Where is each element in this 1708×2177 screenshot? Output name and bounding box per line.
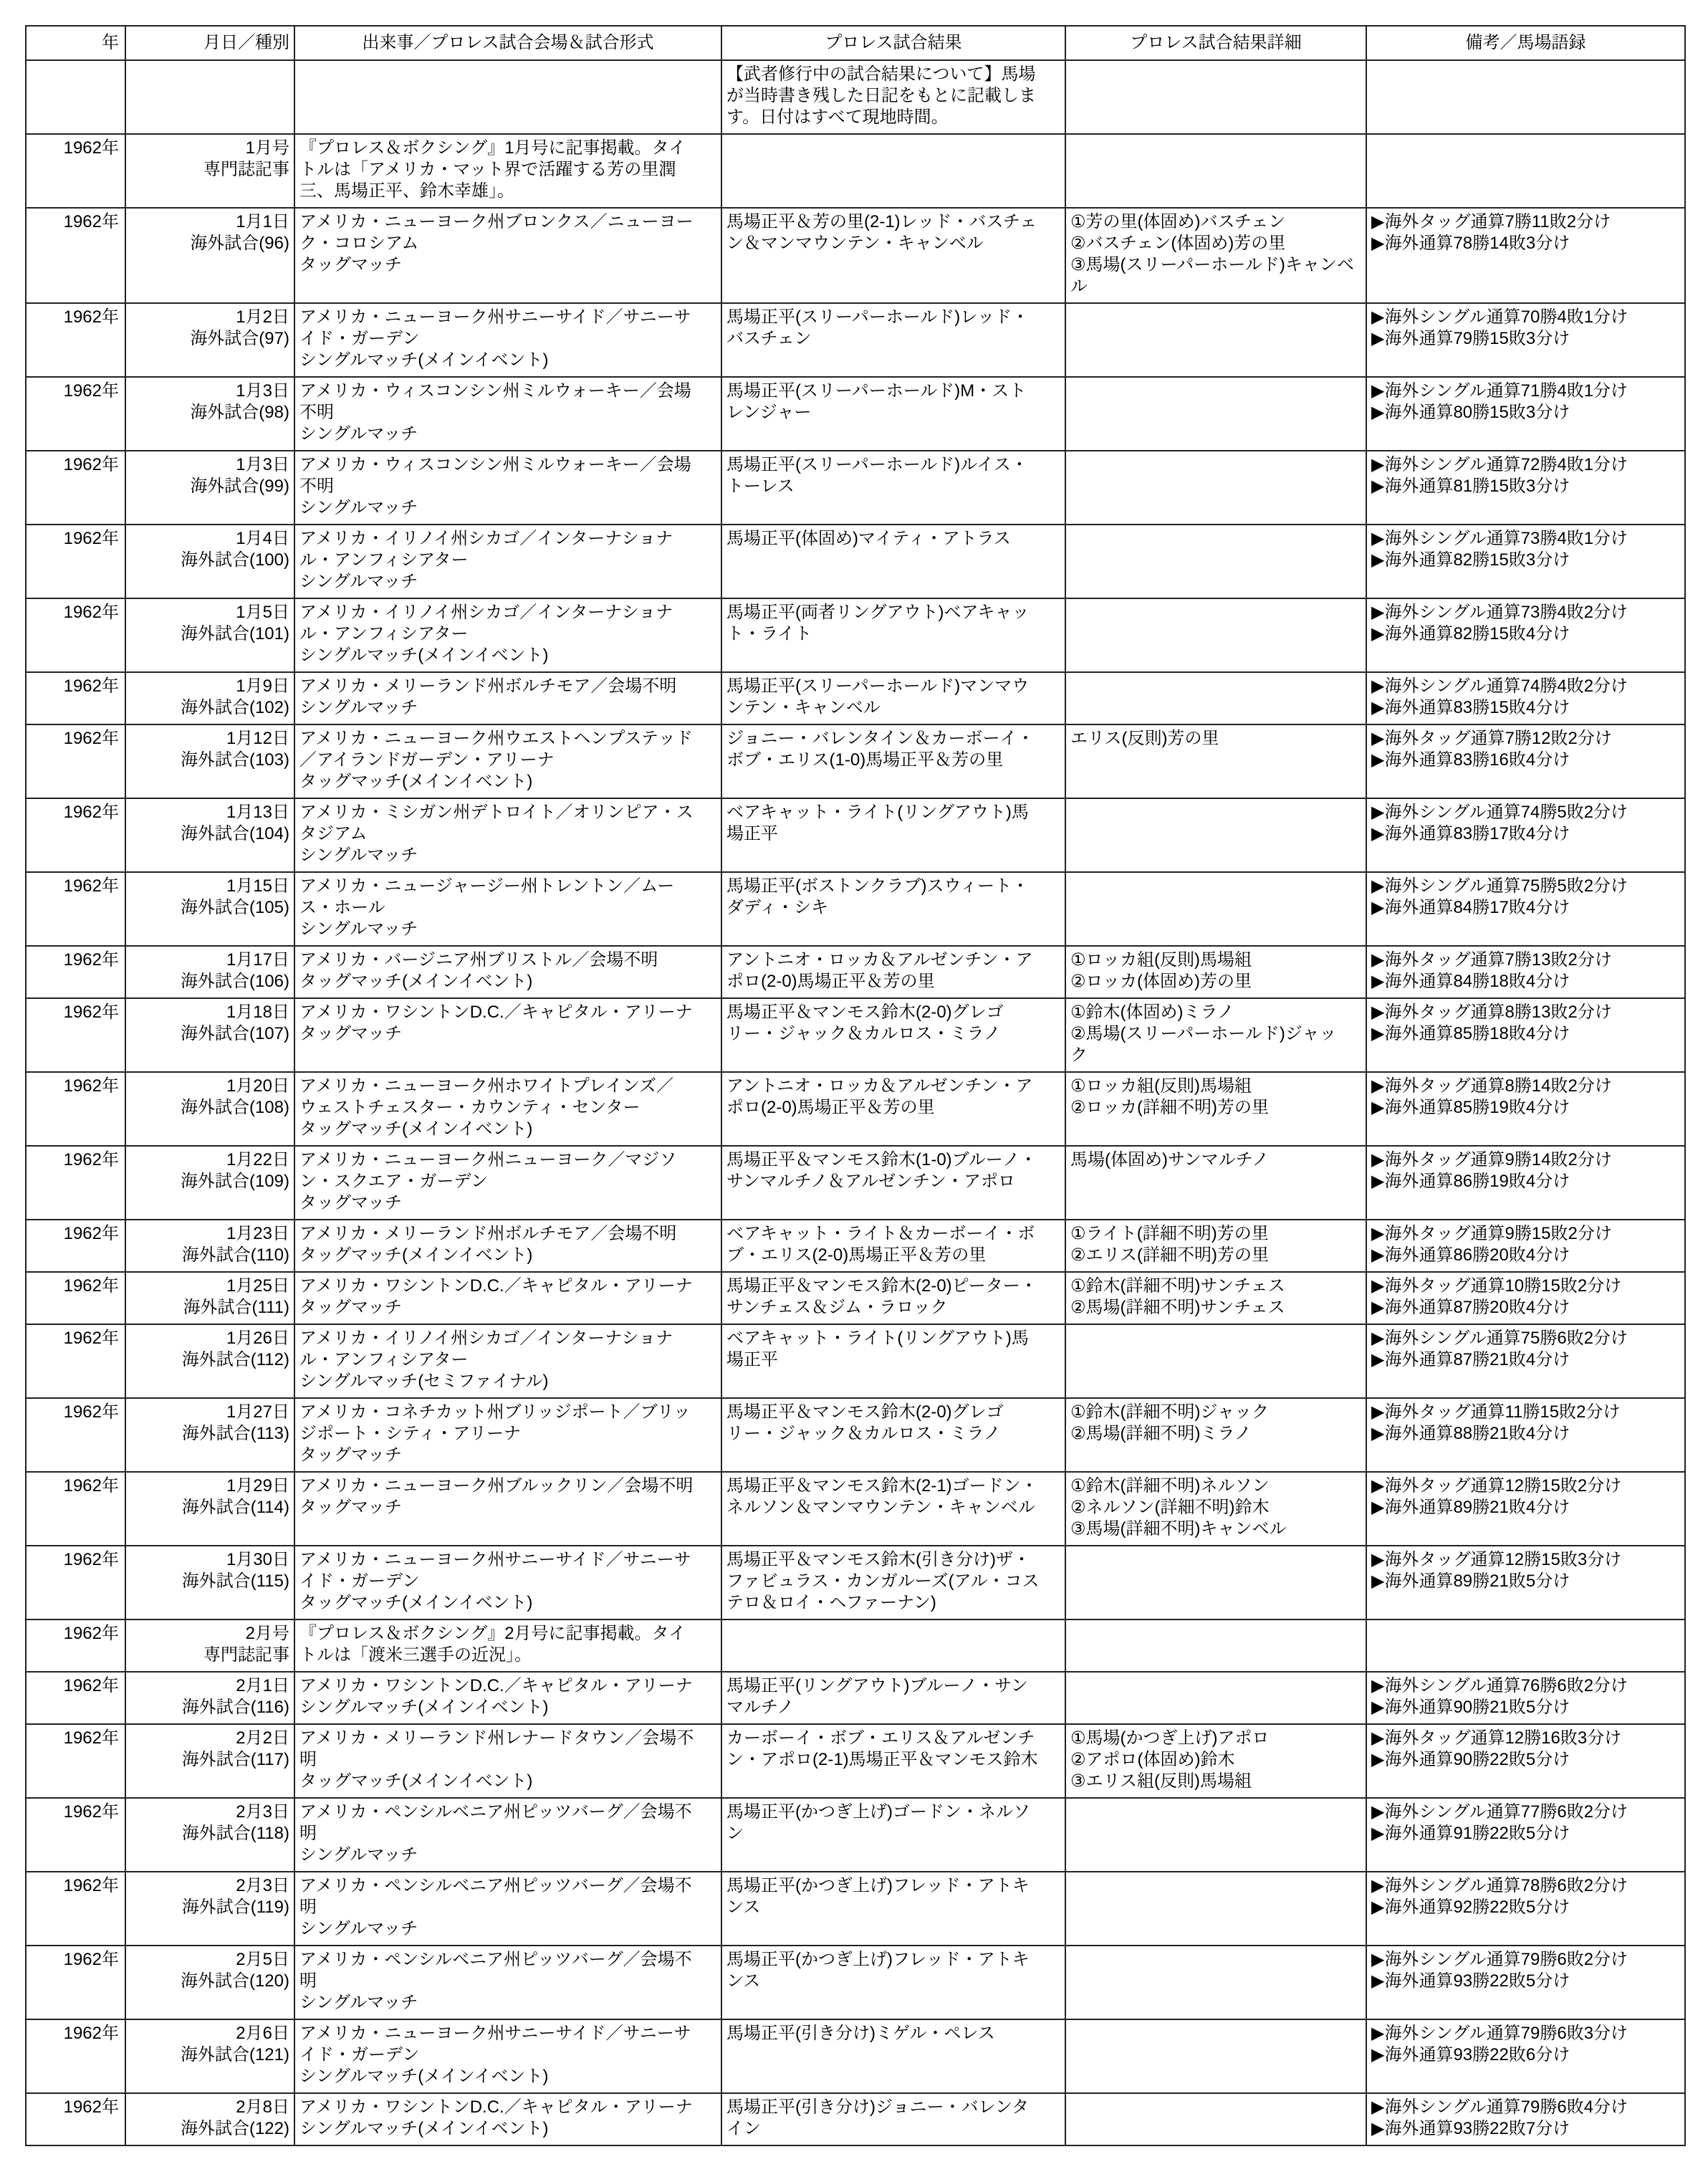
type-label: 海外試合(117)	[181, 1750, 289, 1769]
table-row	[26, 1619, 1685, 1672]
type-label: 海外試合(111)	[183, 1298, 289, 1317]
event-cell: アメリカ・ペンシルベニア州ピッツバーグ／会場不 明 シングルマッチ	[294, 1872, 721, 1946]
notes-cell: ▶海外シングル通算74勝4敗2分け ▶海外通算83勝15敗4分け	[1366, 672, 1685, 724]
year-cell: 1962年	[26, 1872, 125, 1946]
event-cell: アメリカ・バージニア州ブリストル／会場不明 タッグマッチ(メインイベント)	[294, 946, 721, 998]
result-cell: 馬場正平＆マンモス鈴木(2-1)ゴードン・ ネルソン＆マンマウンテン・キャンベル	[721, 1472, 1065, 1546]
event-cell: アメリカ・ニュージャージー州トレントン／ムー ス・ホール シングルマッチ	[294, 872, 721, 946]
table-row	[26, 1072, 1685, 1146]
event-cell: アメリカ・ニューヨーク州サニーサイド／サニーサ イド・ガーデン シングルマッチ(メインイベント)	[294, 303, 721, 377]
type-label: 海外試合(104)	[180, 824, 289, 843]
year-cell: 1962年	[26, 672, 125, 724]
result-detail-cell: ①鈴木(詳細不明)ジャック ②馬場(詳細不明)ミラノ	[1065, 1398, 1366, 1472]
event-cell: アメリカ・コネチカット州ブリッジポート／ブリッ ジポート・シティ・アリーナ タッグマッチ	[294, 1398, 721, 1472]
type-label: 海外試合(96)	[190, 234, 289, 253]
result-detail-cell	[1065, 451, 1366, 525]
date-label: 1月27日	[226, 1402, 289, 1422]
type-label: 専門誌記事	[203, 160, 289, 179]
date-label: 1月号	[245, 138, 289, 158]
date-type-cell	[125, 1220, 294, 1272]
result-detail-cell	[1065, 2093, 1366, 2145]
date-type-cell	[125, 1798, 294, 1872]
notes-cell: ▶海外タッグ通算7勝12敗2分け ▶海外通算83勝16敗4分け	[1366, 724, 1685, 798]
date-type-cell	[125, 60, 294, 134]
result-cell: 馬場正平(かつぎ上げ)フレッド・アトキ ンス	[721, 1946, 1065, 2019]
table-row	[26, 1146, 1685, 1220]
result-cell: 【武者修行中の試合結果について】馬場 が当時書き残した日記をもとに記載しま す。日付はすべて現地時間。	[721, 60, 1065, 134]
notes-cell: ▶海外シングル通算73勝4敗2分け ▶海外通算82勝15敗4分け	[1366, 598, 1685, 672]
result-cell: 馬場正平＆マンモス鈴木(2-0)ピーター・ サンチェス＆ジム・ラロック	[721, 1272, 1065, 1324]
date-label: 1月25日	[226, 1276, 289, 1296]
event-cell: アメリカ・イリノイ州シカゴ／インターナショナ ル・アンフィシアター シングルマッチ	[294, 525, 721, 598]
date-type-cell	[125, 303, 294, 377]
result-detail-cell	[1065, 377, 1366, 451]
date-type-cell	[125, 2019, 294, 2093]
notes-cell: ▶海外シングル通算73勝4敗1分け ▶海外通算82勝15敗3分け	[1366, 525, 1685, 598]
type-label: 海外試合(116)	[181, 1698, 289, 1717]
type-label: 海外試合(112)	[181, 1350, 289, 1369]
date-type-cell	[125, 798, 294, 872]
date-type-cell	[125, 1324, 294, 1398]
year-cell: 1962年	[26, 1398, 125, 1472]
result-detail-cell	[1065, 1672, 1366, 1724]
year-cell: 1962年	[26, 998, 125, 1072]
event-cell: 『プロレス＆ボクシング』1月号に記事掲載。タイ トルは「アメリカ・マット界で活躍する芳の里潤 三、馬場正平、鈴木幸雄」。	[294, 134, 721, 208]
type-label: 海外試合(102)	[180, 698, 289, 717]
event-cell: アメリカ・ウィスコンシン州ミルウォーキー／会場 不明 シングルマッチ	[294, 377, 721, 451]
result-detail-cell: ①鈴木(詳細不明)サンチェス ②馬場(詳細不明)サンチェス	[1065, 1272, 1366, 1324]
notes-cell: ▶海外シングル通算74勝5敗2分け ▶海外通算83勝17敗4分け	[1366, 798, 1685, 872]
year-cell: 1962年	[26, 1672, 125, 1724]
type-label: 海外試合(121)	[180, 2045, 289, 2064]
records-table	[25, 25, 1686, 2146]
date-type-cell	[125, 1472, 294, 1546]
header-event: 出来事／プロレス試合会場＆試合形式	[294, 26, 721, 60]
notes-cell: ▶海外タッグ通算10勝15敗2分け ▶海外通算87勝20敗4分け	[1366, 1272, 1685, 1324]
result-cell: 馬場正平＆マンモス鈴木(1-0)ブルーノ・ サンマルチノ＆アルゼンチン・アポロ	[721, 1146, 1065, 1220]
result-cell: 馬場正平(体固め)マイティ・アトラス	[721, 525, 1065, 598]
type-label: 専門誌記事	[203, 1645, 289, 1665]
date-type-cell	[125, 525, 294, 598]
header-row	[26, 26, 1685, 60]
date-type-cell	[125, 134, 294, 208]
event-cell: 『プロレス＆ボクシング』2月号に記事掲載。タイ トルは「渡米三選手の近況」。	[294, 1619, 721, 1672]
date-label: 2月5日	[236, 1950, 289, 1969]
table-row	[26, 724, 1685, 798]
date-label: 1月12日	[226, 729, 289, 748]
date-label: 1月13日	[226, 803, 289, 822]
result-detail-cell: ①ロッカ組(反則)馬場組 ②ロッカ(詳細不明)芳の里	[1065, 1072, 1366, 1146]
type-label: 海外試合(114)	[181, 1498, 289, 1517]
table-row	[26, 60, 1685, 134]
type-label: 海外試合(108)	[180, 1098, 289, 1117]
table-row	[26, 598, 1685, 672]
result-cell: アントニオ・ロッカ＆アルゼンチン・ア ポロ(2-0)馬場正平＆芳の里	[721, 946, 1065, 998]
type-label: 海外試合(107)	[180, 1024, 289, 1043]
header-date-type: 月日／種別	[125, 26, 294, 60]
table-row	[26, 1946, 1685, 2019]
date-label: 1月2日	[236, 307, 289, 327]
type-label: 海外試合(106)	[180, 972, 289, 991]
header-result-detail: プロレス試合結果詳細	[1065, 26, 1366, 60]
event-cell: アメリカ・ニューヨーク州ブロンクス／ニューヨー ク・コロシアム タッグマッチ	[294, 208, 721, 303]
notes-cell: ▶海外タッグ通算12勝15敗2分け ▶海外通算89勝21敗4分け	[1366, 1472, 1685, 1546]
type-label: 海外試合(103)	[180, 750, 289, 770]
result-detail-cell	[1065, 872, 1366, 946]
date-label: 2月3日	[236, 1802, 289, 1822]
date-label: 1月29日	[226, 1476, 289, 1496]
year-cell: 1962年	[26, 303, 125, 377]
date-label: 1月3日	[236, 455, 289, 474]
date-type-cell	[125, 1946, 294, 2019]
result-cell: ジョニー・バレンタイン＆カーボーイ・ ボブ・エリス(1-0)馬場正平＆芳の里	[721, 724, 1065, 798]
type-label: 海外試合(105)	[180, 898, 289, 917]
type-label: 海外試合(98)	[190, 403, 289, 422]
event-cell: アメリカ・ニューヨーク州ホワイトプレインズ／ ウェストチェスター・カウンティ・センター タッグマッチ(メインイベント)	[294, 1072, 721, 1146]
result-detail-cell	[1065, 2019, 1366, 2093]
notes-cell: ▶海外シングル通算75勝5敗2分け ▶海外通算84勝17敗4分け	[1366, 872, 1685, 946]
type-label: 海外試合(101)	[180, 624, 289, 643]
year-cell: 1962年	[26, 1946, 125, 2019]
year-cell: 1962年	[26, 1072, 125, 1146]
table-body	[26, 60, 1685, 2145]
notes-cell: ▶海外タッグ通算7勝11敗2分け ▶海外通算78勝14敗3分け	[1366, 208, 1685, 303]
result-detail-cell: ①芳の里(体固め)バスチェン ②バスチェン(体固め)芳の里 ③馬場(スリーパーホールド)キャンベ ル	[1065, 208, 1366, 303]
notes-cell: ▶海外シングル通算72勝4敗1分け ▶海外通算81勝15敗3分け	[1366, 451, 1685, 525]
result-detail-cell	[1065, 1946, 1366, 2019]
event-cell: アメリカ・メリーランド州ボルチモア／会場不明 シングルマッチ	[294, 672, 721, 724]
date-label: 2月1日	[236, 1676, 289, 1695]
year-cell: 1962年	[26, 598, 125, 672]
notes-cell: ▶海外タッグ通算12勝16敗3分け ▶海外通算90勝22敗5分け	[1366, 1724, 1685, 1798]
date-type-cell	[125, 1619, 294, 1672]
table-row	[26, 451, 1685, 525]
year-cell: 1962年	[26, 451, 125, 525]
date-type-cell	[125, 1072, 294, 1146]
year-cell: 1962年	[26, 724, 125, 798]
event-cell: アメリカ・ニューヨーク州ニューヨーク／マジソ ン・スクエア・ガーデン タッグマッチ	[294, 1146, 721, 1220]
table-row	[26, 1672, 1685, 1724]
result-detail-cell	[1065, 798, 1366, 872]
header-year: 年	[26, 26, 125, 60]
result-cell: 馬場正平(スリーパーホールド)レッド・ バスチェン	[721, 303, 1065, 377]
date-label: 1月1日	[236, 212, 289, 231]
date-label: 2月6日	[236, 2024, 289, 2043]
date-type-cell	[125, 1672, 294, 1724]
type-label: 海外試合(100)	[180, 550, 289, 570]
result-cell: 馬場正平(スリーパーホールド)ルイス・ トーレス	[721, 451, 1065, 525]
table-row	[26, 798, 1685, 872]
notes-cell: ▶海外シングル通算79勝6敗4分け ▶海外通算93勝22敗7分け	[1366, 2093, 1685, 2145]
date-type-cell	[125, 1272, 294, 1324]
table-row	[26, 1872, 1685, 1946]
date-type-cell	[125, 377, 294, 451]
notes-cell: ▶海外タッグ通算11勝15敗2分け ▶海外通算88勝21敗4分け	[1366, 1398, 1685, 1472]
type-label: 海外試合(110)	[181, 1245, 289, 1265]
event-cell: アメリカ・メリーランド州レナードタウン／会場不 明 タッグマッチ(メインイベント)	[294, 1724, 721, 1798]
year-cell: 1962年	[26, 1724, 125, 1798]
year-cell: 1962年	[26, 1272, 125, 1324]
result-cell: 馬場正平(引き分け)ジョニー・バレンタ イン	[721, 2093, 1065, 2145]
result-detail-cell	[1065, 1798, 1366, 1872]
date-label: 1月18日	[226, 1003, 289, 1022]
date-type-cell	[125, 872, 294, 946]
type-label: 海外試合(99)	[190, 477, 289, 496]
notes-cell: ▶海外シングル通算77勝6敗2分け ▶海外通算91勝22敗5分け	[1366, 1798, 1685, 1872]
notes-cell	[1366, 134, 1685, 208]
event-cell: アメリカ・イリノイ州シカゴ／インターナショナ ル・アンフィシアター シングルマッチ(セミファイナル)	[294, 1324, 721, 1398]
table-row	[26, 1324, 1685, 1398]
notes-cell: ▶海外タッグ通算12勝15敗3分け ▶海外通算89勝21敗5分け	[1366, 1546, 1685, 1619]
notes-cell: ▶海外シングル通算78勝6敗2分け ▶海外通算92勝22敗5分け	[1366, 1872, 1685, 1946]
date-label: 1月17日	[226, 950, 289, 970]
result-detail-cell	[1065, 303, 1366, 377]
year-cell: 1962年	[26, 1619, 125, 1672]
date-type-cell	[125, 1872, 294, 1946]
result-cell: カーボーイ・ボブ・エリス＆アルゼンチ ン・アポロ(2-1)馬場正平＆マンモス鈴木	[721, 1724, 1065, 1798]
type-label: 海外試合(115)	[181, 1571, 289, 1591]
table-header	[26, 26, 1685, 60]
date-label: 1月26日	[226, 1329, 289, 1348]
result-cell	[721, 134, 1065, 208]
type-label: 海外試合(113)	[181, 1424, 289, 1443]
result-cell: 馬場正平＆マンモス鈴木(引き分け)ザ・ ファビュラス・カンガルーズ(アル・コス テロ＆ロイ・ヘファーナン)	[721, 1546, 1065, 1619]
year-cell: 1962年	[26, 1546, 125, 1619]
event-cell: アメリカ・ニューヨーク州ブルックリン／会場不明 タッグマッチ	[294, 1472, 721, 1546]
event-cell: アメリカ・ニューヨーク州ウエストヘンプステッド ／アイランドガーデン・アリーナ タッグマッチ(メインイベント)	[294, 724, 721, 798]
event-cell: アメリカ・ペンシルベニア州ピッツバーグ／会場不 明 シングルマッチ	[294, 1946, 721, 2019]
result-cell: 馬場正平＆マンモス鈴木(2-0)グレゴ リー・ジャック＆カルロス・ミラノ	[721, 998, 1065, 1072]
date-type-cell	[125, 208, 294, 303]
year-cell: 1962年	[26, 2093, 125, 2145]
table-row	[26, 1472, 1685, 1546]
date-label: 1月22日	[226, 1150, 289, 1169]
result-cell: 馬場正平(引き分け)ミゲル・ペレス	[721, 2019, 1065, 2093]
result-cell	[721, 1619, 1065, 1672]
result-cell: 馬場正平(リングアウト)ブルーノ・サン マルチノ	[721, 1672, 1065, 1724]
type-label: 海外試合(120)	[180, 1971, 289, 1991]
notes-cell: ▶海外タッグ通算9勝14敗2分け ▶海外通算86勝19敗4分け	[1366, 1146, 1685, 1220]
date-label: 2月3日	[236, 1876, 289, 1895]
table-row	[26, 672, 1685, 724]
date-type-cell	[125, 946, 294, 998]
result-detail-cell: ①鈴木(体固め)ミラノ ②馬場(スリーパーホールド)ジャッ ク	[1065, 998, 1366, 1072]
result-cell: 馬場正平(ボストンクラブ)スウィート・ ダディ・シキ	[721, 872, 1065, 946]
notes-cell: ▶海外タッグ通算9勝15敗2分け ▶海外通算86勝20敗4分け	[1366, 1220, 1685, 1272]
table-row	[26, 208, 1685, 303]
table-row	[26, 2019, 1685, 2093]
result-detail-cell	[1065, 525, 1366, 598]
result-detail-cell: ①ロッカ組(反則)馬場組 ②ロッカ(体固め)芳の里	[1065, 946, 1366, 998]
year-cell: 1962年	[26, 1146, 125, 1220]
date-type-cell	[125, 672, 294, 724]
result-detail-cell	[1065, 1619, 1366, 1672]
result-detail-cell: ①鈴木(詳細不明)ネルソン ②ネルソン(詳細不明)鈴木 ③馬場(詳細不明)キャンベル	[1065, 1472, 1366, 1546]
year-cell: 1962年	[26, 1324, 125, 1398]
result-detail-cell	[1065, 672, 1366, 724]
header-notes: 備考／馬場語録	[1366, 26, 1685, 60]
date-type-cell	[125, 724, 294, 798]
year-cell: 1962年	[26, 208, 125, 303]
table-row	[26, 1798, 1685, 1872]
result-cell: ベアキャット・ライト(リングアウト)馬 場正平	[721, 798, 1065, 872]
table-row	[26, 1546, 1685, 1619]
year-cell: 1962年	[26, 1220, 125, 1272]
result-detail-cell	[1065, 134, 1366, 208]
event-cell: アメリカ・メリーランド州ボルチモア／会場不明 タッグマッチ(メインイベント)	[294, 1220, 721, 1272]
notes-cell: ▶海外タッグ通算7勝13敗2分け ▶海外通算84勝18敗4分け	[1366, 946, 1685, 998]
result-detail-cell	[1065, 598, 1366, 672]
date-type-cell	[125, 2093, 294, 2145]
result-cell: 馬場正平(かつぎ上げ)フレッド・アトキ ンス	[721, 1872, 1065, 1946]
date-label: 2月号	[245, 1624, 289, 1643]
result-cell: ベアキャット・ライト(リングアウト)馬 場正平	[721, 1324, 1065, 1398]
year-cell: 1962年	[26, 134, 125, 208]
year-cell: 1962年	[26, 872, 125, 946]
type-label: 海外試合(118)	[181, 1824, 289, 1843]
table-row	[26, 1272, 1685, 1324]
date-label: 2月8日	[236, 2097, 289, 2117]
notes-cell: ▶海外シングル通算71勝4敗1分け ▶海外通算80勝15敗3分け	[1366, 377, 1685, 451]
event-cell: アメリカ・ワシントンD.C.／キャピタル・アリーナ タッグマッチ	[294, 1272, 721, 1324]
event-cell: アメリカ・ワシントンD.C.／キャピタル・アリーナ タッグマッチ	[294, 998, 721, 1072]
result-cell: 馬場正平(かつぎ上げ)ゴードン・ネルソ ン	[721, 1798, 1065, 1872]
table-row	[26, 1724, 1685, 1798]
type-label: 海外試合(97)	[190, 329, 289, 348]
event-cell: アメリカ・ニューヨーク州サニーサイド／サニーサ イド・ガーデン タッグマッチ(メインイベント)	[294, 1546, 721, 1619]
result-cell: 馬場正平＆芳の里(2-1)レッド・バスチェ ン＆マンマウンテン・キャンベル	[721, 208, 1065, 303]
event-cell: アメリカ・ウィスコンシン州ミルウォーキー／会場 不明 シングルマッチ	[294, 451, 721, 525]
date-label: 1月9日	[236, 676, 289, 696]
result-detail-cell: エリス(反則)芳の里	[1065, 724, 1366, 798]
table-row	[26, 377, 1685, 451]
year-cell: 1962年	[26, 1798, 125, 1872]
date-label: 1月20日	[226, 1076, 289, 1096]
event-cell: アメリカ・イリノイ州シカゴ／インターナショナ ル・アンフィシアター シングルマッチ(メインイベント)	[294, 598, 721, 672]
date-type-cell	[125, 451, 294, 525]
type-label: 海外試合(109)	[180, 1172, 289, 1191]
event-cell: アメリカ・ペンシルベニア州ピッツバーグ／会場不 明 シングルマッチ	[294, 1798, 721, 1872]
date-type-cell	[125, 1146, 294, 1220]
date-label: 1月23日	[226, 1224, 289, 1243]
date-label: 1月4日	[236, 529, 289, 548]
event-cell: アメリカ・ニューヨーク州サニーサイド／サニーサ イド・ガーデン シングルマッチ(メインイベント)	[294, 2019, 721, 2093]
result-cell: ベアキャット・ライト＆カーボーイ・ボ ブ・エリス(2-0)馬場正平＆芳の里	[721, 1220, 1065, 1272]
result-detail-cell: ①馬場(かつぎ上げ)アポロ ②アポロ(体固め)鈴木 ③エリス組(反則)馬場組	[1065, 1724, 1366, 1798]
table-row	[26, 998, 1685, 1072]
year-cell: 1962年	[26, 525, 125, 598]
table-row	[26, 946, 1685, 998]
table-row	[26, 2093, 1685, 2145]
result-detail-cell	[1065, 60, 1366, 134]
notes-cell	[1366, 60, 1685, 134]
date-label: 1月5日	[236, 603, 289, 622]
date-label: 1月30日	[226, 1550, 289, 1569]
table-row	[26, 525, 1685, 598]
result-cell: アントニオ・ロッカ＆アルゼンチン・ア ポロ(2-0)馬場正平＆芳の里	[721, 1072, 1065, 1146]
date-label: 1月15日	[226, 876, 289, 896]
type-label: 海外試合(119)	[181, 1898, 289, 1917]
year-cell	[26, 60, 125, 134]
result-detail-cell: ①ライト(詳細不明)芳の里 ②エリス(詳細不明)芳の里	[1065, 1220, 1366, 1272]
table-row	[26, 134, 1685, 208]
date-type-cell	[125, 1546, 294, 1619]
result-cell: 馬場正平(両者リングアウト)ベアキャッ ト・ライト	[721, 598, 1065, 672]
result-detail-cell	[1065, 1546, 1366, 1619]
year-cell: 1962年	[26, 1472, 125, 1546]
date-type-cell	[125, 998, 294, 1072]
date-type-cell	[125, 1398, 294, 1472]
event-cell: アメリカ・ワシントンD.C.／キャピタル・アリーナ シングルマッチ(メインイベント)	[294, 1672, 721, 1724]
notes-cell: ▶海外シングル通算75勝6敗2分け ▶海外通算87勝21敗4分け	[1366, 1324, 1685, 1398]
date-type-cell	[125, 598, 294, 672]
table-row	[26, 1398, 1685, 1472]
notes-cell: ▶海外シングル通算76勝6敗2分け ▶海外通算90勝21敗5分け	[1366, 1672, 1685, 1724]
type-label: 海外試合(122)	[180, 2119, 289, 2138]
event-cell: アメリカ・ワシントンD.C.／キャピタル・アリーナ シングルマッチ(メインイベント)	[294, 2093, 721, 2145]
header-result: プロレス試合結果	[721, 26, 1065, 60]
event-cell	[294, 60, 721, 134]
notes-cell: ▶海外シングル通算79勝6敗2分け ▶海外通算93勝22敗5分け	[1366, 1946, 1685, 2019]
result-cell: 馬場正平(スリーパーホールド)マンマウ ンテン・キャンベル	[721, 672, 1065, 724]
notes-cell: ▶海外タッグ通算8勝14敗2分け ▶海外通算85勝19敗4分け	[1366, 1072, 1685, 1146]
notes-cell: ▶海外シングル通算70勝4敗1分け ▶海外通算79勝15敗3分け	[1366, 303, 1685, 377]
year-cell: 1962年	[26, 798, 125, 872]
result-detail-cell	[1065, 1324, 1366, 1398]
result-detail-cell	[1065, 1872, 1366, 1946]
table-row	[26, 303, 1685, 377]
event-cell: アメリカ・ミシガン州デトロイト／オリンピア・ス タジアム シングルマッチ	[294, 798, 721, 872]
notes-cell: ▶海外シングル通算79勝6敗3分け ▶海外通算93勝22敗6分け	[1366, 2019, 1685, 2093]
table-row	[26, 872, 1685, 946]
notes-cell: ▶海外タッグ通算8勝13敗2分け ▶海外通算85勝18敗4分け	[1366, 998, 1685, 1072]
result-cell: 馬場正平(スリーパーホールド)M・スト レンジャー	[721, 377, 1065, 451]
date-label: 2月2日	[236, 1728, 289, 1748]
year-cell: 1962年	[26, 2019, 125, 2093]
year-cell: 1962年	[26, 377, 125, 451]
result-cell: 馬場正平＆マンモス鈴木(2-0)グレゴ リー・ジャック＆カルロス・ミラノ	[721, 1398, 1065, 1472]
table-row	[26, 1220, 1685, 1272]
notes-cell	[1366, 1619, 1685, 1672]
date-type-cell	[125, 1724, 294, 1798]
result-detail-cell: 馬場(体固め)サンマルチノ	[1065, 1146, 1366, 1220]
year-cell: 1962年	[26, 946, 125, 998]
date-label: 1月3日	[236, 381, 289, 401]
